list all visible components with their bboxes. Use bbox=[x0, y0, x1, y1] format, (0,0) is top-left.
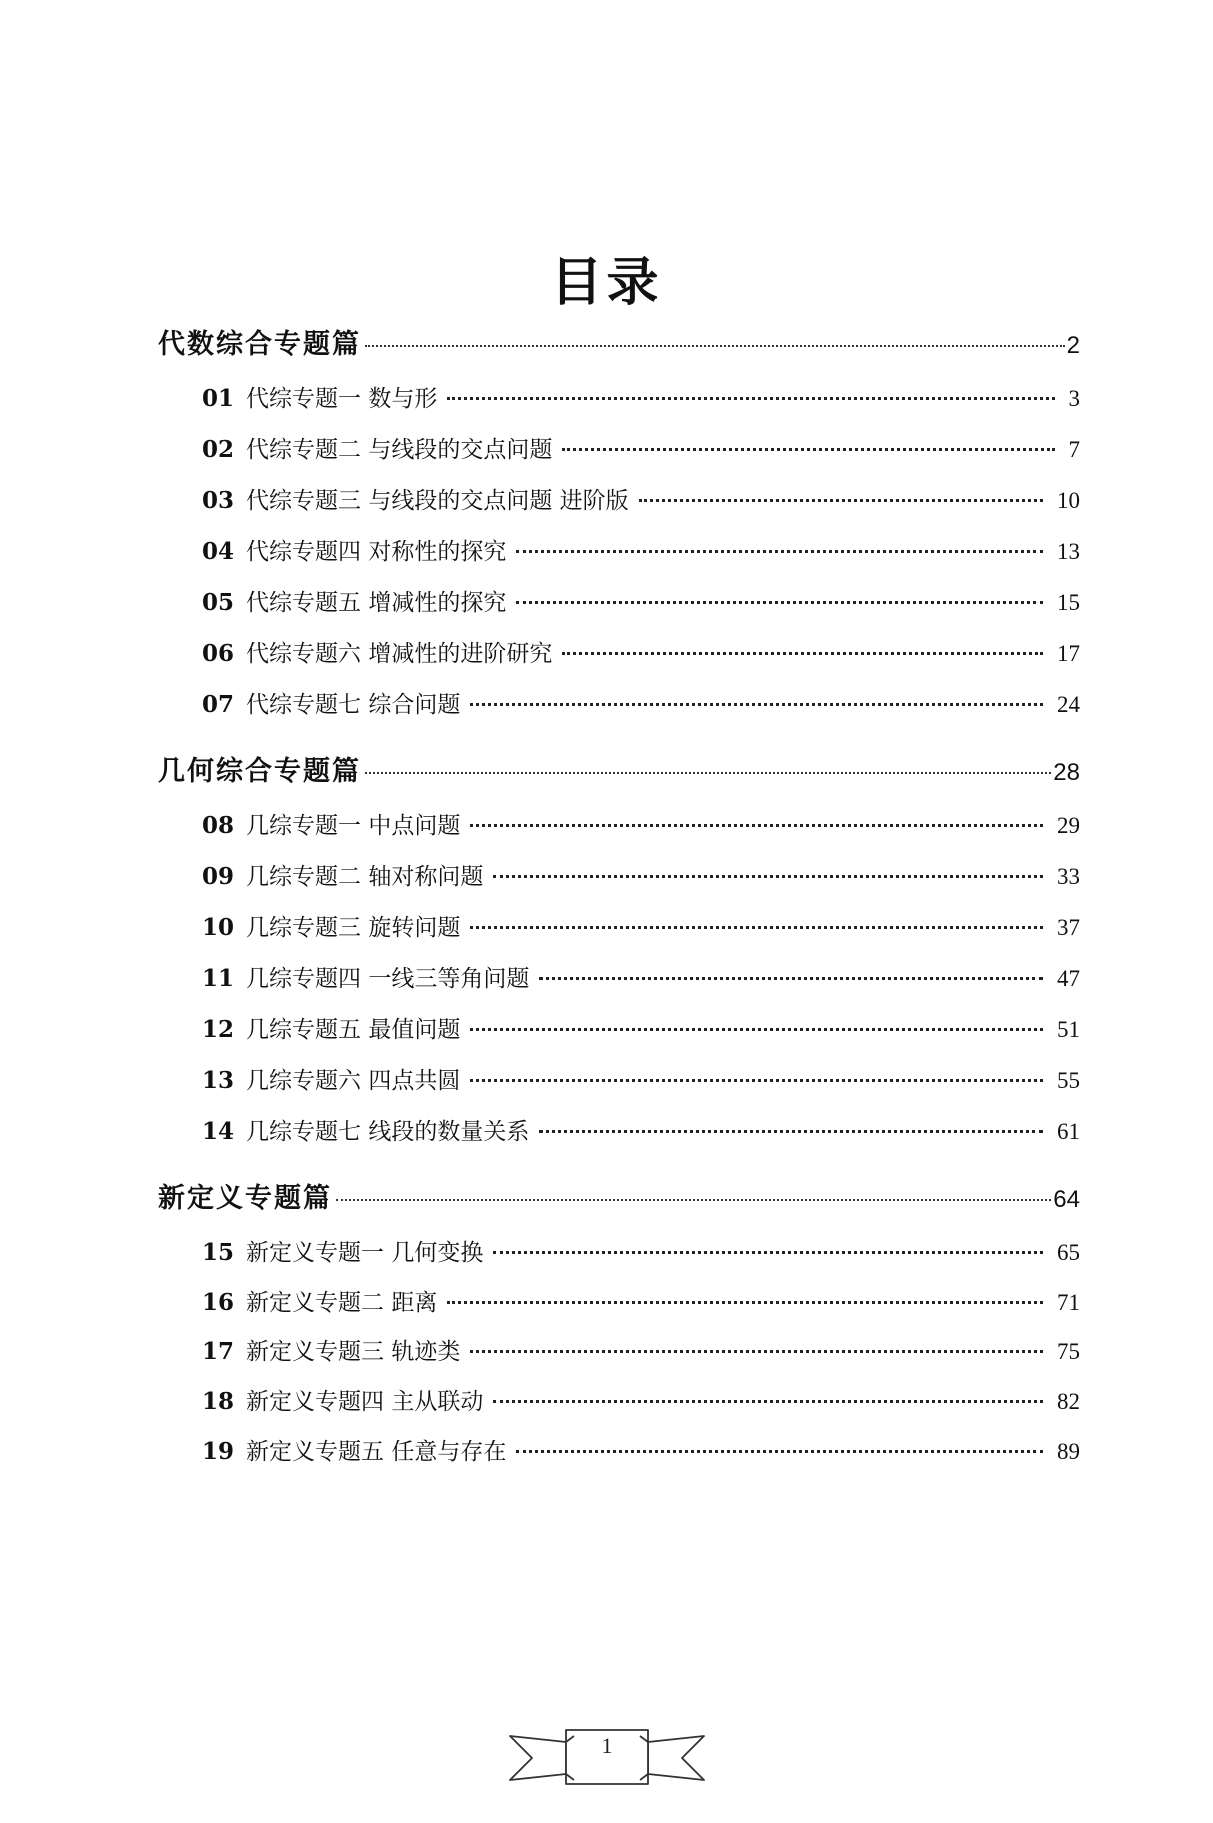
entry-page-number: 47 bbox=[1057, 966, 1080, 991]
entry-title: 几综专题三 旋转问题 bbox=[246, 915, 461, 941]
toc-section-geometry[interactable] bbox=[158, 749, 1080, 788]
entry-number: 07 bbox=[202, 691, 235, 718]
toc-entry[interactable] bbox=[202, 1433, 1080, 1466]
dot-leader bbox=[539, 977, 1043, 980]
entry-number: 14 bbox=[202, 1118, 235, 1145]
entry-page-number: 82 bbox=[1057, 1389, 1080, 1414]
entry-title: 代综专题三 与线段的交点问题 进阶版 bbox=[246, 488, 629, 514]
dot-leader bbox=[493, 875, 1043, 878]
entry-title: 新定义专题一 几何变换 bbox=[246, 1240, 484, 1266]
entry-number: 18 bbox=[202, 1388, 235, 1415]
toc-section-new-definition[interactable] bbox=[158, 1176, 1080, 1215]
dot-leader bbox=[493, 1251, 1043, 1254]
toc-section-algebra[interactable] bbox=[158, 322, 1080, 361]
entry-page-number: 89 bbox=[1057, 1439, 1080, 1464]
toc-entry[interactable] bbox=[202, 960, 1080, 993]
dot-leader bbox=[562, 652, 1043, 655]
entry-title: 代综专题二 与线段的交点问题 bbox=[246, 437, 553, 463]
dot-leader bbox=[447, 397, 1054, 400]
entry-page-number: 55 bbox=[1057, 1068, 1080, 1093]
entry-title: 几综专题六 四点共圆 bbox=[246, 1068, 461, 1094]
dot-leader bbox=[470, 1028, 1043, 1031]
section-label: 代数综合专题篇 bbox=[158, 329, 361, 360]
dot-leader bbox=[470, 1079, 1043, 1082]
toc-entry[interactable] bbox=[202, 1383, 1080, 1416]
page-title: 目录 bbox=[550, 253, 663, 313]
entry-number: 02 bbox=[202, 436, 235, 463]
section-page-number: 64 bbox=[1053, 1186, 1080, 1213]
entry-number: 01 bbox=[202, 385, 235, 412]
section-label: 几何综合专题篇 bbox=[158, 756, 361, 787]
entry-page-number: 24 bbox=[1057, 692, 1080, 717]
entry-page-number: 13 bbox=[1057, 539, 1080, 564]
entry-number: 19 bbox=[202, 1438, 235, 1465]
entry-title: 几综专题四 一线三等角问题 bbox=[246, 966, 530, 992]
dot-leader bbox=[336, 1199, 1051, 1201]
toc-entry[interactable] bbox=[202, 1062, 1080, 1095]
toc-entry[interactable] bbox=[202, 1113, 1080, 1146]
entry-page-number: 7 bbox=[1068, 437, 1080, 462]
entry-page-number: 3 bbox=[1068, 386, 1080, 411]
entry-title: 新定义专题三 轨迹类 bbox=[246, 1339, 461, 1365]
dot-leader bbox=[516, 1450, 1043, 1453]
toc-entry[interactable] bbox=[202, 686, 1080, 719]
entry-page-number: 75 bbox=[1057, 1339, 1080, 1364]
entry-number: 12 bbox=[202, 1016, 235, 1043]
dot-leader bbox=[493, 1400, 1043, 1403]
toc-entry[interactable] bbox=[202, 635, 1080, 668]
dot-leader bbox=[470, 824, 1043, 827]
toc-entry[interactable] bbox=[202, 1234, 1080, 1267]
toc-entry[interactable] bbox=[202, 807, 1080, 840]
entry-number: 10 bbox=[202, 914, 235, 941]
entry-page-number: 37 bbox=[1057, 915, 1080, 940]
entry-title: 代综专题一 数与形 bbox=[246, 386, 438, 412]
entry-page-number: 65 bbox=[1057, 1240, 1080, 1265]
entry-number: 04 bbox=[202, 538, 235, 565]
entry-number: 05 bbox=[202, 589, 235, 616]
dot-leader bbox=[470, 926, 1043, 929]
entry-number: 06 bbox=[202, 640, 235, 667]
entry-title: 代综专题七 综合问题 bbox=[246, 692, 461, 718]
entry-title: 几综专题七 线段的数量关系 bbox=[246, 1119, 530, 1145]
entry-title: 新定义专题四 主从联动 bbox=[246, 1389, 484, 1415]
entry-title: 几综专题五 最值问题 bbox=[246, 1017, 461, 1043]
toc-entry[interactable] bbox=[202, 482, 1080, 515]
entry-page-number: 71 bbox=[1057, 1290, 1080, 1315]
entry-number: 13 bbox=[202, 1067, 235, 1094]
toc-entry[interactable] bbox=[202, 380, 1080, 413]
dot-leader bbox=[470, 703, 1043, 706]
dot-leader bbox=[516, 550, 1043, 553]
entry-number: 11 bbox=[202, 965, 235, 992]
entry-number: 08 bbox=[202, 812, 235, 839]
section-label: 新定义专题篇 bbox=[158, 1183, 332, 1214]
entry-page-number: 10 bbox=[1057, 488, 1080, 513]
section-page-number: 28 bbox=[1053, 759, 1080, 786]
dot-leader bbox=[516, 601, 1043, 604]
entry-number: 16 bbox=[202, 1289, 235, 1316]
dot-leader bbox=[639, 499, 1043, 502]
entry-page-number: 33 bbox=[1057, 864, 1080, 889]
dot-leader bbox=[539, 1130, 1043, 1133]
entry-number: 09 bbox=[202, 863, 235, 890]
dot-leader bbox=[365, 345, 1065, 347]
toc-entry[interactable] bbox=[202, 858, 1080, 891]
toc-entry[interactable] bbox=[202, 431, 1080, 464]
entry-title: 新定义专题五 任意与存在 bbox=[246, 1439, 507, 1465]
toc-entry[interactable] bbox=[202, 1011, 1080, 1044]
toc-entry[interactable] bbox=[202, 1333, 1080, 1366]
entry-number: 03 bbox=[202, 487, 235, 514]
page-number: 1 bbox=[601, 1733, 613, 1758]
entry-page-number: 51 bbox=[1057, 1017, 1080, 1042]
entry-title: 新定义专题二 距离 bbox=[246, 1290, 438, 1316]
entry-page-number: 29 bbox=[1057, 813, 1080, 838]
dot-leader bbox=[447, 1301, 1043, 1304]
entry-title: 代综专题五 增减性的探究 bbox=[246, 590, 507, 616]
entry-page-number: 61 bbox=[1057, 1119, 1080, 1144]
dot-leader bbox=[365, 772, 1051, 774]
entry-page-number: 15 bbox=[1057, 590, 1080, 615]
dot-leader bbox=[470, 1350, 1043, 1353]
dot-leader bbox=[562, 448, 1054, 451]
toc-entry[interactable] bbox=[202, 533, 1080, 566]
section-page-number: 2 bbox=[1066, 332, 1080, 359]
toc-entry[interactable] bbox=[202, 1284, 1080, 1317]
toc-entry[interactable] bbox=[202, 909, 1080, 942]
entry-number: 17 bbox=[202, 1338, 235, 1365]
entry-number: 15 bbox=[202, 1239, 235, 1266]
entry-title: 代综专题四 对称性的探究 bbox=[246, 539, 507, 565]
entry-page-number: 17 bbox=[1057, 641, 1080, 666]
entry-title: 几综专题二 轴对称问题 bbox=[246, 864, 484, 890]
entry-title: 代综专题六 增减性的进阶研究 bbox=[246, 641, 553, 667]
entry-title: 几综专题一 中点问题 bbox=[246, 813, 461, 839]
toc-entry[interactable] bbox=[202, 584, 1080, 617]
